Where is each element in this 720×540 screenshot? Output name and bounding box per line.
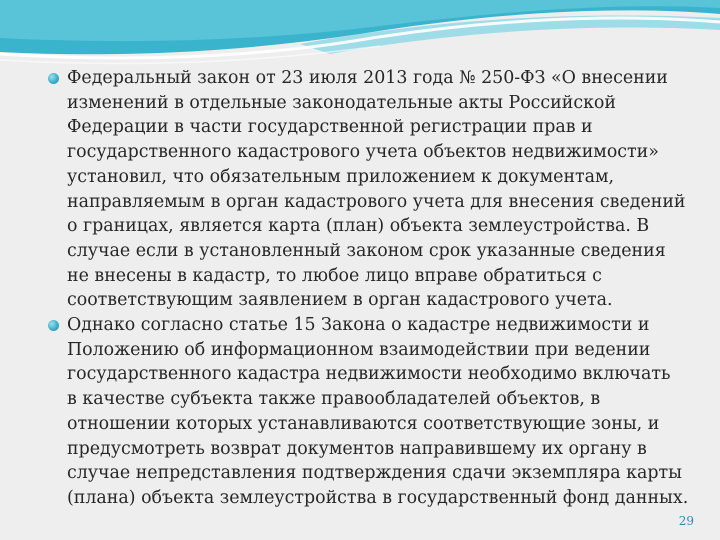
bullet-text: Федеральный закон от 23 июля 2013 года № 250-ФЗ «О внесении изменений в отдельные законодательные акты Российской Федерации в части государственной регистрации прав и государственного кадастрового учета объектов недвижимости» установил, что обязательным приложением к документам, направляемым в орган кадастрового учета для внесения сведений о границах, является карта (план) объекта землеустройства. В случае если в установленный законом срок указанные сведения не внесены в кадастр, то любое лицо вправе обратиться с соответствующим заявлением в орган кадастрового учета. [67, 68, 686, 311]
bullet-icon [48, 73, 59, 84]
bullet-icon [48, 320, 59, 331]
slide-content [48, 66, 698, 511]
bullet-text: Однако согласно статье 15 Закона о кадастре недвижимости и Положению об информационном взаимодействии при ведении государственного кадастра недвижимости необходимо включать в качестве субъекта также правообладателей объектов, в отношении которых устанавливаются соответствующие зоны, и предусмотреть возврат документов направившему их органу в случае непредставления подтверждения сдачи экземпляра карты (плана) объекта землеустройства в государственный фонд данных. [67, 315, 689, 508]
bullet-item [48, 66, 698, 313]
page-number: 29 [678, 514, 694, 528]
bullet-item [48, 313, 698, 511]
